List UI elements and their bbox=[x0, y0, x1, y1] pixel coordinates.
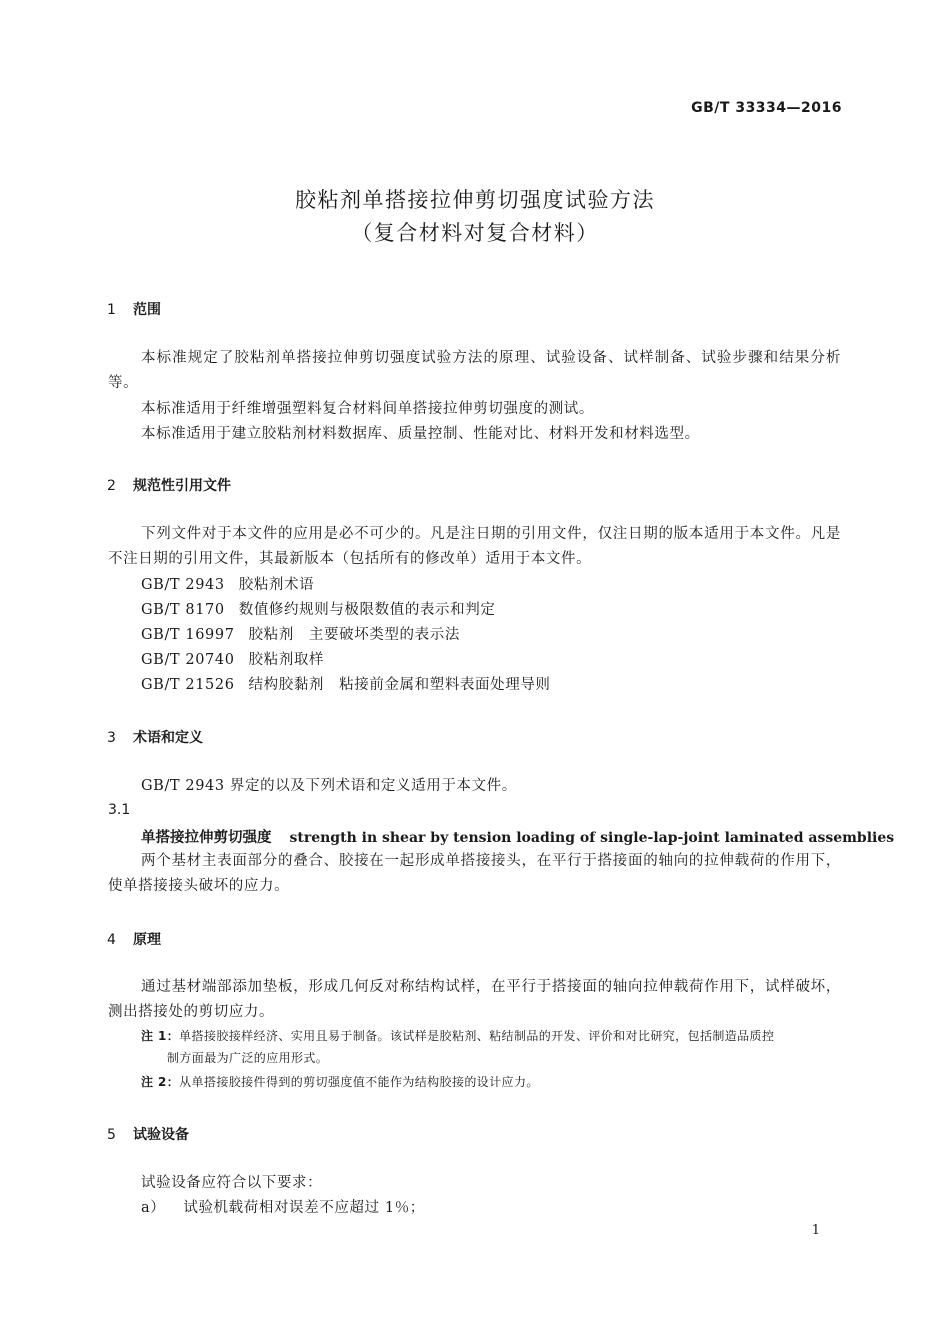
term-chinese: 单搭接拉伸剪切强度 bbox=[141, 830, 272, 846]
section-5-paragraph-1: 试验设备应符合以下要求： bbox=[141, 1175, 323, 1191]
reference-item bbox=[141, 623, 460, 644]
standard-number: GB/T 33334—2016 bbox=[691, 100, 842, 116]
list-item-label: a） bbox=[141, 1200, 166, 1216]
note-continuation: 制方面最为广泛的应用形式。 bbox=[167, 1051, 329, 1065]
term-number: 3.1 bbox=[108, 802, 131, 818]
note-text: 单搭接胶接样经济、实用且易于制备。该试样是胶粘剂、粘结制品的开发、评价和对比研究，包括制造品质控 bbox=[179, 1029, 775, 1043]
reference-item bbox=[141, 573, 314, 594]
section-1-paragraph-2: 本标准适用于纤维增强塑料复合材料间单搭接拉伸剪切强度的测试。 bbox=[141, 401, 594, 417]
section-3-heading bbox=[107, 727, 203, 747]
reference-code: GB/T 21526 bbox=[141, 677, 235, 693]
section-number: 3 bbox=[107, 730, 116, 746]
page-number: 1 bbox=[811, 1223, 820, 1238]
section-number: 4 bbox=[107, 932, 116, 948]
section-title: 规范性引用文件 bbox=[133, 478, 231, 494]
reference-name: 胶粘剂取样 bbox=[248, 652, 325, 668]
section-number: 1 bbox=[107, 302, 116, 318]
reference-item bbox=[141, 598, 495, 619]
section-2-heading bbox=[107, 475, 231, 495]
section-3-paragraph-1: GB/T 2943 界定的以及下列术语和定义适用于本文件。 bbox=[141, 778, 517, 794]
note-2 bbox=[141, 1071, 841, 1093]
term-english: strength in shear by tension loading of single-lap-joint laminated assemblies bbox=[289, 830, 895, 846]
section-title: 试验设备 bbox=[133, 1127, 189, 1143]
note-1 bbox=[141, 1025, 841, 1069]
reference-code: GB/T 8170 bbox=[141, 602, 225, 618]
reference-code: GB/T 2943 bbox=[141, 577, 225, 593]
reference-item bbox=[141, 673, 551, 694]
reference-code: GB/T 20740 bbox=[141, 652, 235, 668]
section-number: 5 bbox=[107, 1127, 116, 1143]
reference-name: 胶粘剂 主要破坏类型的表示法 bbox=[248, 627, 460, 643]
section-1-paragraph-3: 本标准适用于建立胶粘剂材料数据库、质量控制、性能对比、材料开发和材料选型。 bbox=[141, 426, 700, 442]
reference-code: GB/T 16997 bbox=[141, 627, 235, 643]
reference-name: 胶粘剂术语 bbox=[238, 577, 315, 593]
list-item-a bbox=[141, 1196, 425, 1217]
note-label: 注 1： bbox=[141, 1029, 180, 1043]
section-5-heading bbox=[107, 1124, 189, 1144]
section-title: 术语和定义 bbox=[133, 730, 203, 746]
note-text: 从单搭接胶接件得到的剪切强度值不能作为结构胶接的设计应力。 bbox=[179, 1075, 539, 1089]
reference-name: 结构胶黏剂 粘接前金属和塑料表面处理导则 bbox=[248, 677, 551, 693]
document-title: 胶粘剂单搭接拉伸剪切强度试验方法 bbox=[295, 188, 655, 212]
term-entry bbox=[141, 826, 894, 847]
section-4-heading bbox=[107, 929, 161, 949]
list-item-text: 试验机载荷相对误差不应超过 1％； bbox=[183, 1200, 425, 1216]
section-title: 原理 bbox=[133, 932, 161, 948]
term-definition: 两个基材主表面部分的叠合、胶接在一起形成单搭接接头，在平行于搭接面的轴向的拉伸载荷的作用下，使单搭接接头破坏的应力。 bbox=[108, 853, 841, 894]
section-1-heading bbox=[107, 299, 161, 319]
section-title: 范围 bbox=[133, 302, 161, 318]
section-1-paragraph-1: 本标准规定了胶粘剂单搭接拉伸剪切强度试验方法的原理、试验设备、试样制备、试验步骤和结果分析等。 bbox=[108, 350, 841, 391]
note-label: 注 2： bbox=[141, 1075, 180, 1089]
document-subtitle: （复合材料对复合材料） bbox=[351, 221, 599, 245]
section-4-paragraph-1: 通过基材端部添加垫板，形成几何反对称结构试样，在平行于搭接面的轴向拉伸载荷作用下，试样破坏，测出搭接处的剪切应力。 bbox=[108, 979, 841, 1020]
reference-item bbox=[141, 648, 324, 669]
section-2-paragraph-1: 下列文件对于本文件的应用是必不可少的。凡是注日期的引用文件，仅注日期的版本适用于本文件。凡是不注日期的引用文件，其最新版本（包括所有的修改单）适用于本文件。 bbox=[108, 526, 841, 567]
reference-name: 数值修约规则与极限数值的表示和判定 bbox=[238, 602, 496, 618]
section-number: 2 bbox=[107, 478, 116, 494]
